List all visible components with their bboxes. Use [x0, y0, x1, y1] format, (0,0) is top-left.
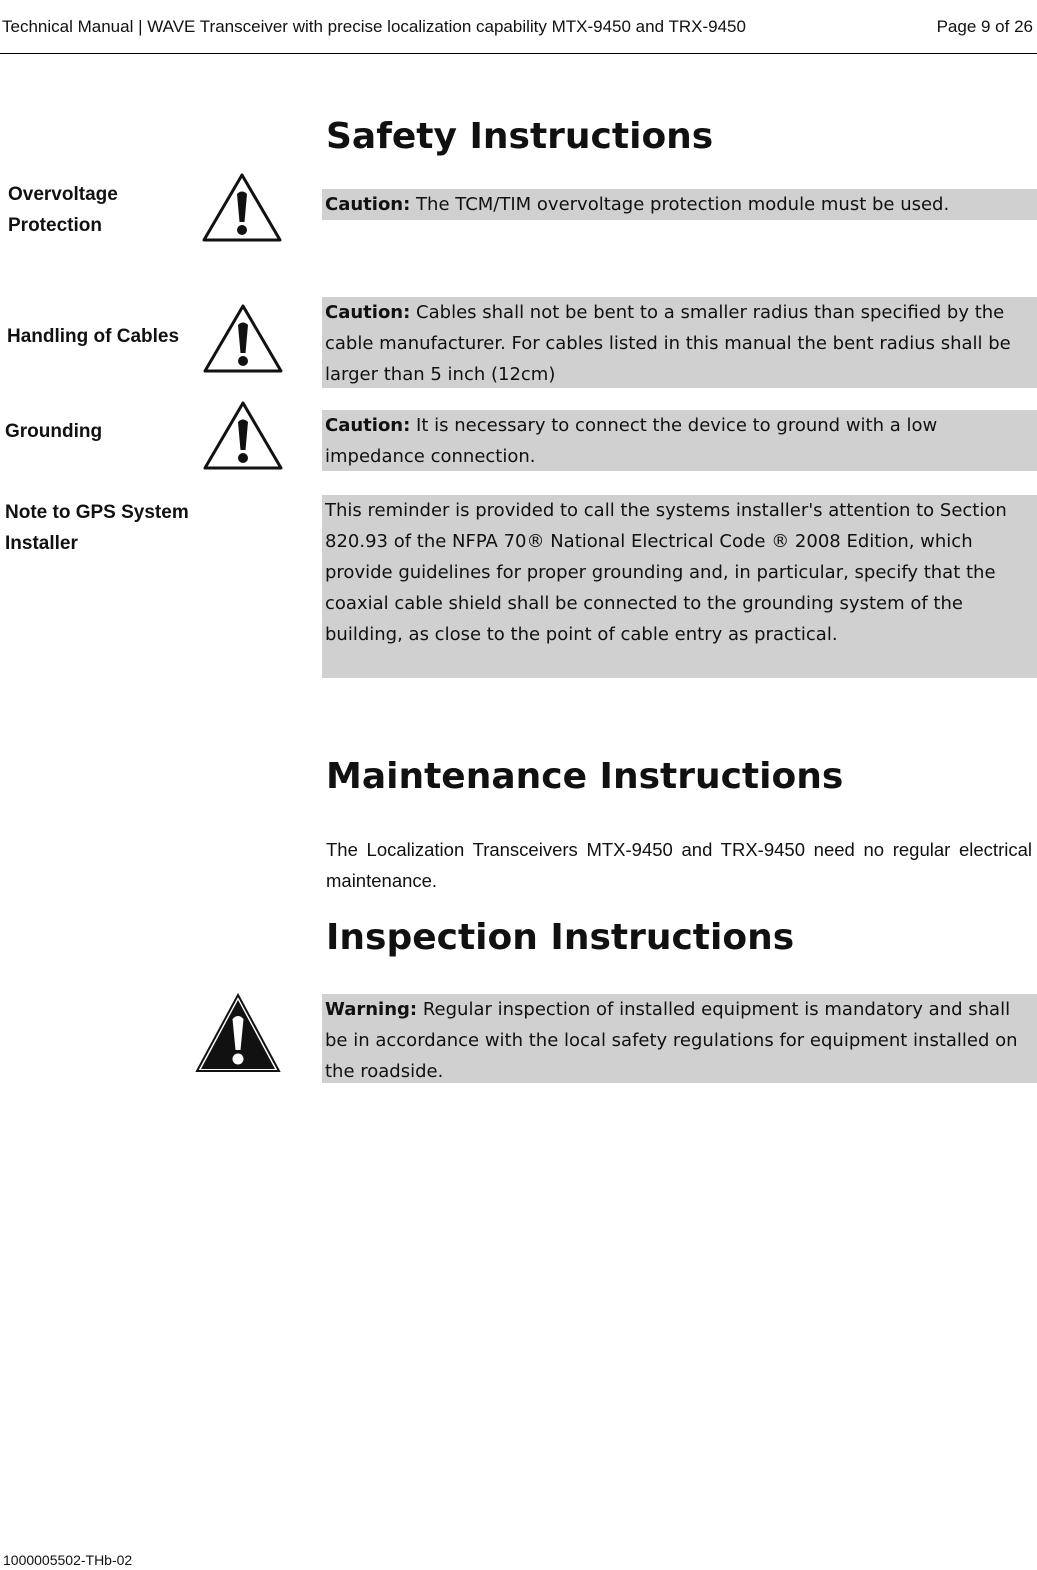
note-box-gps	[322, 495, 1037, 678]
gps-installer-label	[5, 497, 189, 559]
warning-filled-icon	[195, 993, 281, 1073]
handling-cables-label	[7, 321, 179, 352]
caution-box-overvoltage	[322, 189, 1037, 220]
warning-icon	[202, 400, 284, 471]
gps-installer-label-line2: Installer	[5, 533, 78, 554]
caution-text: Cables shall not be bent to a smaller radius than specified by the cable manufacturer. For cables listed in this manual the bent radius shall be larger than 5 inch (12cm)	[325, 302, 1011, 385]
grounding-label-line1: Grounding	[5, 421, 103, 442]
warning-box-inspection	[322, 994, 1037, 1083]
caution-text: It is necessary to connect the device to ground with a low impedance connection.	[325, 415, 938, 467]
caution-prefix: Caution:	[325, 302, 411, 323]
caution-prefix: Caution:	[325, 415, 411, 436]
handling-cables-label-line1: Handling of Cables	[7, 326, 180, 347]
page-header	[0, 0, 1037, 54]
warning-icon	[202, 303, 284, 374]
overvoltage-label-line1: Overvoltage	[8, 184, 118, 205]
warning-text: Regular inspection of installed equipment is mandatory and shall be in accordance with the local safety regulations for equipment installed on the roadside.	[325, 999, 1018, 1082]
caution-prefix: Caution:	[325, 194, 411, 215]
safety-heading: Safety Instructions	[326, 116, 714, 157]
warning-prefix: Warning:	[325, 999, 418, 1020]
maintenance-text: The Localization Transceivers MTX-9450 and TRX-9450 need no regular electrical maintenance.	[326, 839, 1032, 891]
gps-installer-label-line1: Note to GPS System	[5, 502, 189, 523]
inspection-heading: Inspection Instructions	[326, 917, 795, 958]
note-text: This reminder is provided to call the systems installer's attention to Section 820.93 of the NFPA 70® National Electrical Code ® 2008 Edition, which provide guidelines for proper grounding and, in particular, specify that the coaxial cable shield shall be connected to the grounding system of the building, as close to the point of cable entry as practical.	[325, 500, 1007, 645]
caution-box-grounding	[322, 410, 1037, 471]
caution-text: The TCM/TIM overvoltage protection module must be used.	[410, 194, 950, 215]
overvoltage-label-line2: Protection	[8, 215, 102, 236]
header-title: Technical Manual | WAVE Transceiver with precise localization capability MTX-9450 and TRX-9450	[2, 17, 746, 36]
maintenance-heading: Maintenance Instructions	[326, 756, 844, 797]
warning-icon	[201, 172, 283, 243]
grounding-label	[5, 416, 102, 447]
overvoltage-label	[8, 179, 118, 241]
footer-doc-id: 1000005502-THb-02	[3, 1552, 133, 1568]
page-number: Page 9 of 26	[936, 17, 1033, 36]
caution-box-cables	[322, 297, 1037, 388]
